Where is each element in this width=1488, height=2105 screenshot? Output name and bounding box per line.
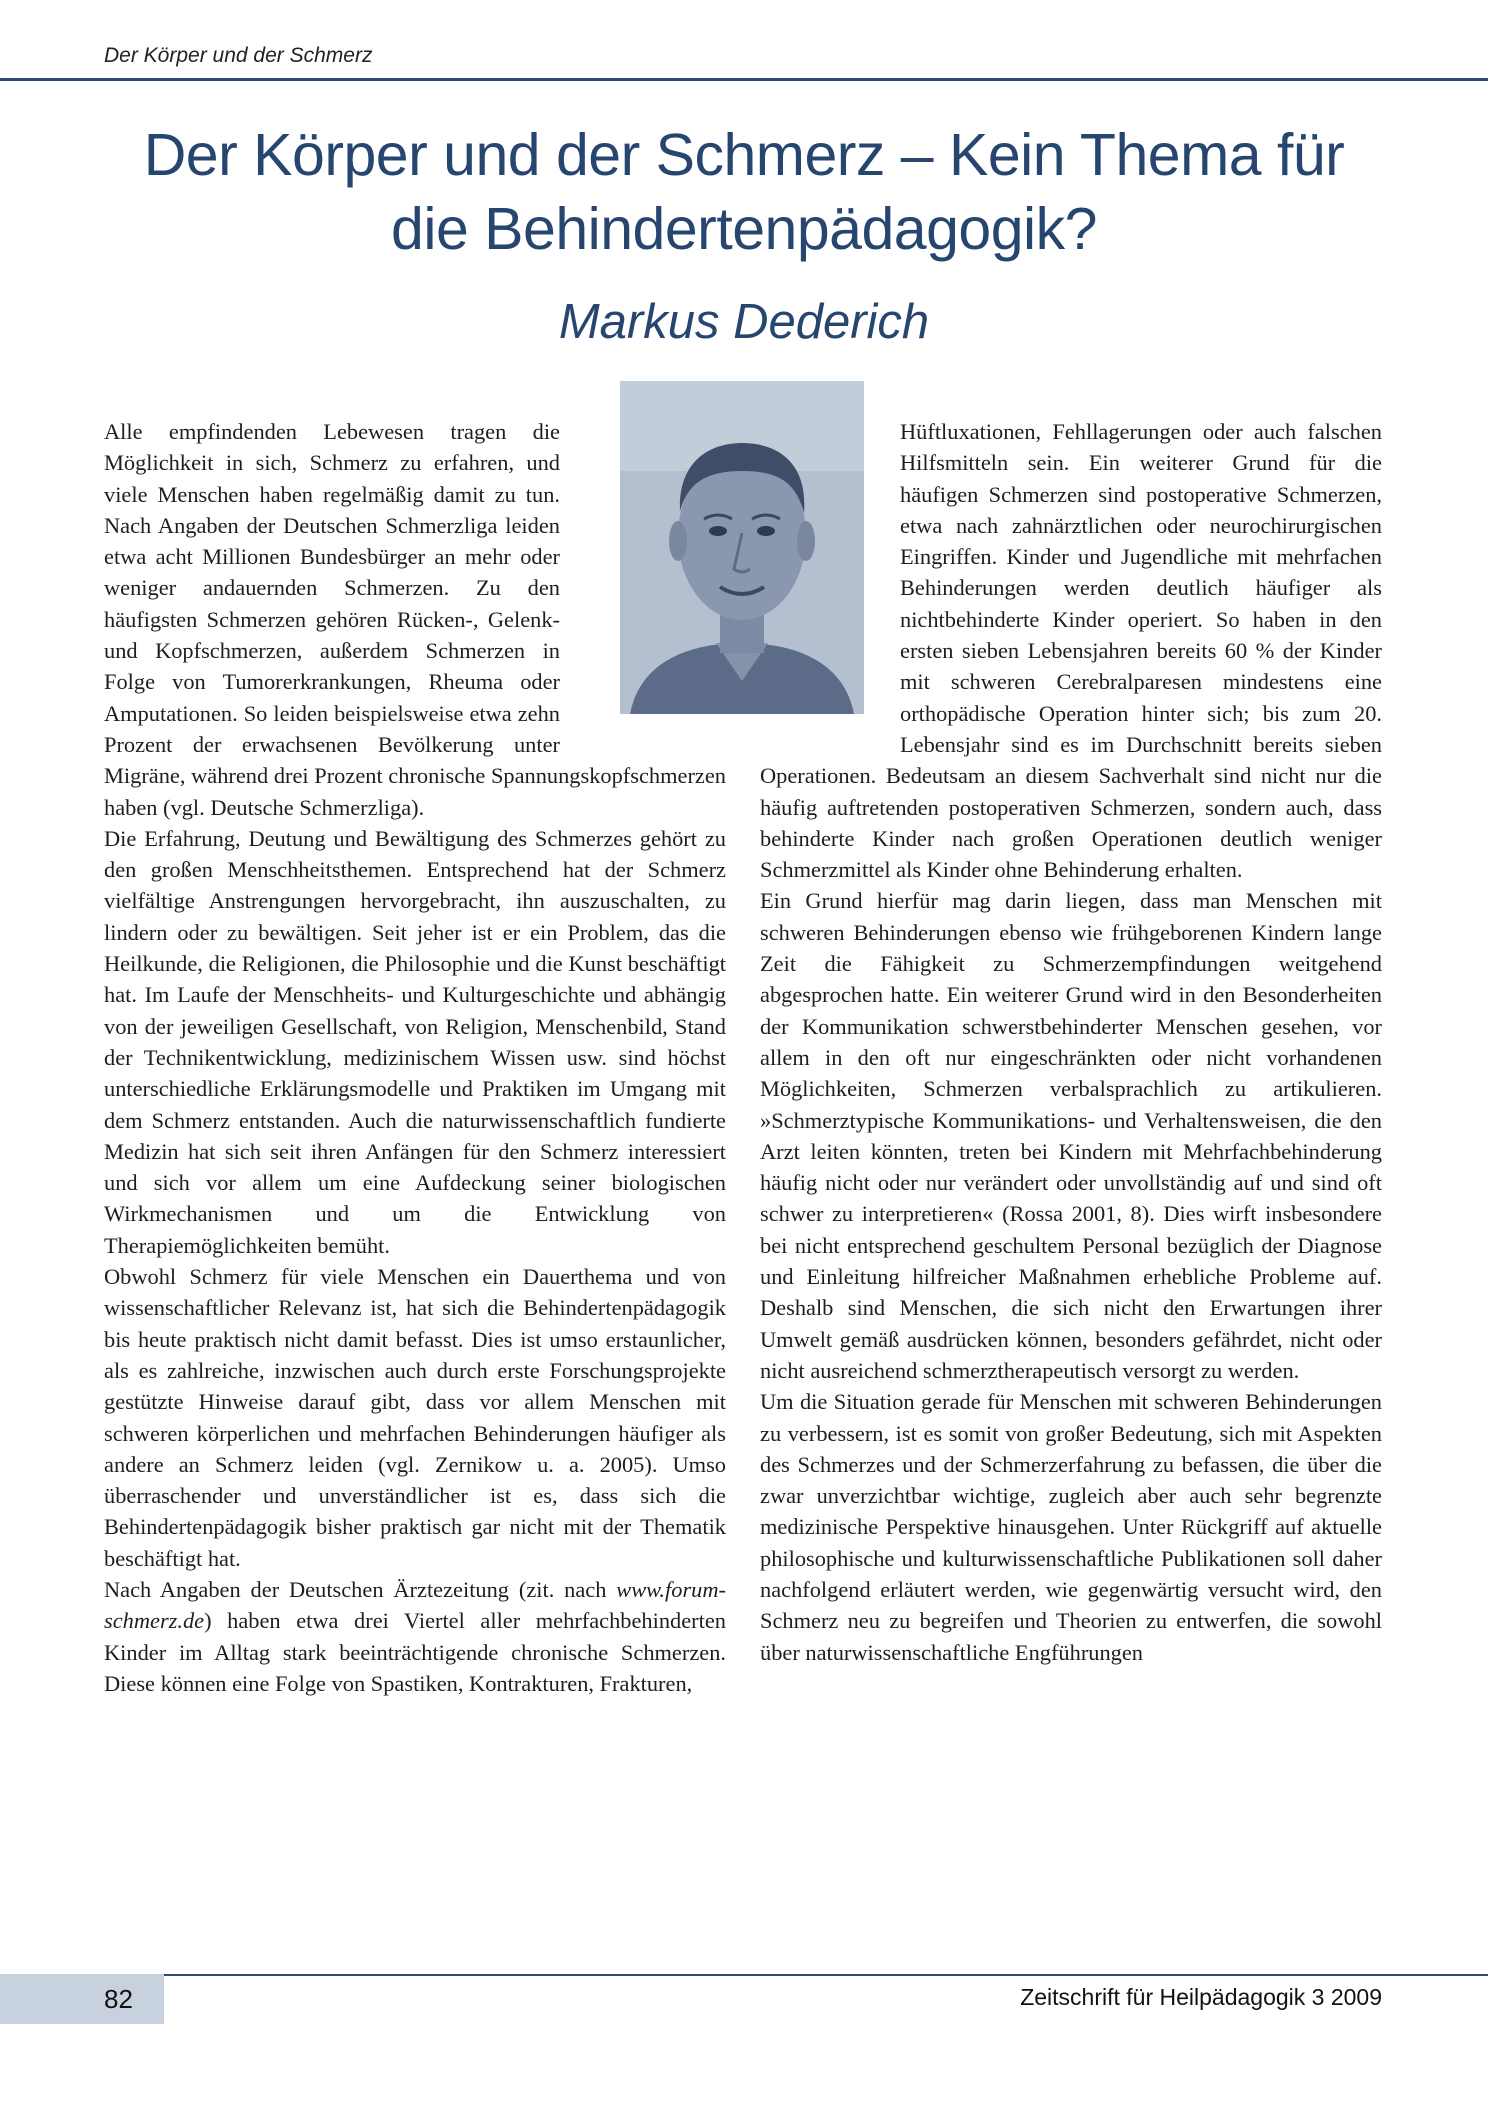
paragraph-text: ) haben etwa drei Viertel aller mehrfachbehinderten Kinder im Alltag stark beeinträchtigende chronische Schmerzen. Diese können eine Folge von Spastiken, Kontrakturen, Frakturen,	[104, 1608, 726, 1696]
left-text-column	[104, 416, 726, 1699]
paragraph: Ein Grund hierfür mag darin liegen, dass man Menschen mit schweren Behinderungen ebenso wie frühgeborenen Kindern lange Zeit die Fähigkeit zu Schmerzempfindungen weitgehend abgesprochen hatte. Ein weiterer Grund wird in den Besonderheiten der Kommunikation schwerstbehinderter Menschen gesehen, vor allem in den oft nur eingeschränkten oder nicht vorhandenen Möglichkeiten, Schmerzen verbalsprachlich zu artikulieren. »Schmerztypische Kommunikations- und Verhaltensweisen, die den Arzt leiten könnten, treten bei Kindern mit Mehrfachbehinderung häufig nicht oder nur verändert oder unvollständig auf und sind oft schwer zu interpretieren« (Rossa 2001, 8). Dies wirft insbesondere bei nicht entsprechend geschultem Personal bezüglich der Diagnose und Einleitung hilfreicher Maßnahmen erhebliche Probleme auf. Deshalb sind Menschen, die sich nicht den Erwartungen ihrer Umwelt gemäß ausdrücken können, besonders gefährdet, nicht oder nicht ausreichend schmerztherapeutisch versorgt zu werden.	[760, 888, 1382, 1383]
website-link[interactable]: www.forum-schmerz.de	[104, 1576, 726, 1634]
running-head: Der Körper und der Schmerz	[104, 44, 373, 67]
right-text-column	[760, 416, 1382, 1668]
paragraph: Obwohl Schmerz für viele Menschen ein Dauerthema und von wissenschaftlicher Relevanz ist, hat sich die Behindertenpädagogik bis heute praktisch nicht damit befasst. Dies ist umso erstaunlicher, als es zahlreiche, inzwischen auch durch erste Forschungsprojekte gestützte Hinweise darauf gibt, dass vor allem Menschen mit schweren körperlichen und mehrfachen Behinderungen häufiger als andere an Schmerz leiden (vgl. Zernikow u. a. 2005). Umso überraschender und unverständlicher ist es, dass sich die Behindertenpädagogik bisher praktisch gar nicht mit der Thematik beschäftigt hat.	[104, 1264, 726, 1571]
paragraph: Hüftluxationen, Fehllagerungen oder auch falschen Hilfsmitteln sein. Ein weiterer Grund für die häufigen Schmerzen sind postoperative Schmerzen, etwa nach zahnärztlichen oder neurochirurgischen Eingriffen. Kinder und Jugendliche mit mehrfachen Behinderungen werden deutlich häufiger als nichtbehinderte Kinder operiert. So haben in den ersten sieben Lebensjahren bereits 60 % der Kinder mit schweren Cerebralparesen mindestens eine orthopädische Operation hinter sich; bis zum 20. Lebensjahr sind es im Durchschnitt bereits sieben Operationen. Bedeutsam an diesem Sachverhalt sind nicht nur die häufig auftretenden postoperativen Schmerzen, sondern auch, dass behinderte Kinder nach großen Operationen deutlich weniger Schmerzmittel als Kinder ohne Behinderung erhalten.	[760, 419, 1382, 883]
page-number-box	[0, 1974, 164, 2024]
title-line-1: Der Körper und der Schmerz – Kein Thema für	[143, 122, 1345, 188]
photo-wrap-space	[760, 416, 900, 758]
paragraph: Die Erfahrung, Deutung und Bewältigung des Schmerzes gehört zu den großen Menschheitsthemen. Entsprechend hat der Schmerz vielfältige Anstrengungen hervorgebracht, ihn auszuschalten, zu lindern oder zu bewältigen. Seit jeher ist er ein Problem, das die Heilkunde, die Religionen, die Philosophie und die Kunst beschäftigt hat. Im Laufe der Menschheits- und Kulturgeschichte und abhängig von der jeweiligen Gesellschaft, von Religion, Menschenbild, Stand der Technikentwicklung, medizinischem Wissen usw. sind höchst unterschiedliche Erklärungsmodelle und Praktiken im Umgang mit dem Schmerz entstanden. Auch die naturwissenschaftlich fundierte Medizin hat sich seit ihren Anfängen für den Schmerz interessiert und sich vor allem um eine Aufdeckung seiner biologischen Wirkmechanismen und um die Entwicklung von Therapiemöglichkeiten bemüht.	[104, 825, 726, 1258]
author-name: Markus Dederich	[558, 295, 930, 349]
paragraph: Um die Situation gerade für Menschen mit schweren Behinderungen zu verbessern, ist es somit von großer Bedeutung, sich mit Aspekten des Schmerzes und der Schmerzerfahrung zu befassen, die über die zwar unverzichtbar wichtige, zugleich aber auch sehr begrenzte medizinische Perspektive hinausgehen. Unter Rückgriff auf aktuelle philosophische und kulturwissenschaftliche Publikationen soll daher nachfolgend erläutert werden, wie gegenwärtig versucht wird, den Schmerz neu zu begreifen und Theorien zu entwerfen, die sowohl über naturwissenschaftliche Engführungen	[760, 1389, 1382, 1665]
paragraph: Alle empfindenden Lebewesen tragen die Möglichkeit in sich, Schmerz zu erfahren, und viele Menschen haben regelmäßig damit zu tun. Nach Angaben der Deutschen Schmerzliga leiden etwa acht Millionen Bundesbürger an mehr oder weniger andauernden Schmerzen. Zu den häufigsten Schmerzen gehören Rücken-, Gelenk- und Kopfschmerzen, außerdem Schmerzen in Folge von Tumorerkrankungen, Rheuma oder Amputationen. So leiden beispielsweise etwa zehn Prozent der erwachsenen Bevölkerung unter Migräne, während drei Prozent chronische Spannungskopfschmerzen haben (vgl. Deutsche Schmerzliga).	[104, 419, 726, 820]
header-rule	[0, 78, 1488, 81]
page-number: 82	[104, 1984, 133, 2014]
paragraph-text: Nach Angaben der Deutschen Ärztezeitung (zit. nach	[104, 1576, 617, 1602]
footer-rule	[0, 1974, 1488, 1976]
article-title	[60, 118, 1428, 266]
title-line-2: die Behindertenpädagogik?	[391, 196, 1097, 262]
paragraph	[104, 1574, 726, 1699]
journal-citation: Zeitschrift für Heilpädagogik 3 2009	[1020, 1984, 1382, 2010]
photo-wrap-space	[560, 416, 726, 758]
